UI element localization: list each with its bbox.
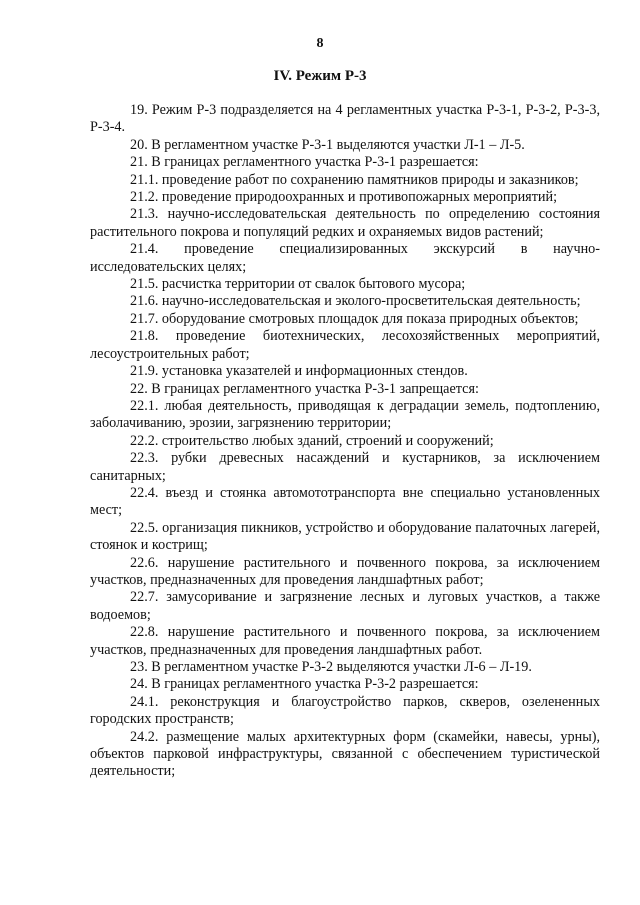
paragraph: 24.1. реконструкция и благоустройство парков, скверов, озелененных городских пространств; bbox=[90, 693, 600, 728]
paragraph: 21.2. проведение природоохранных и противопожарных мероприятий; bbox=[130, 189, 558, 206]
paragraph: 24. В границах регламентного участка Р-3-2 разрешается: bbox=[130, 676, 479, 693]
paragraph: 21.6. научно-исследовательская и эколого-просветительская деятельность; bbox=[130, 293, 581, 310]
paragraph: 22. В границах регламентного участка Р-3-1 запрещается: bbox=[130, 380, 479, 397]
paragraph: 22.2. строительство любых зданий, строений и сооружений; bbox=[130, 432, 494, 449]
paragraph: 23. В регламентном участке Р-3-2 выделяются участки Л-6 – Л-19. bbox=[130, 659, 532, 675]
paragraph: 22.8. нарушение растительного и почвенного покрова, за исключением участков, предназначенных для проведения ландшафтных работ. bbox=[90, 624, 600, 658]
paragraph: 21.8. проведение биотехнических, лесохозяйственных мероприятий, лесоустроительных работ; bbox=[90, 328, 600, 362]
document-body bbox=[90, 102, 600, 781]
paragraph: 19. Режим Р-3 подразделяется на 4 регламентных участка Р-3-1, Р-3-2, Р-3-3, Р-3-4. bbox=[90, 102, 600, 136]
paragraph: 21.3. научно-исследовательская деятельность по определению состояния растительного покрова и популяций редких и охраняемых видов растений; bbox=[90, 206, 600, 240]
page-number: 8 bbox=[316, 36, 324, 51]
paragraph: 21.4. проведение специализированных экскурсий в научно-исследовательских целях; bbox=[90, 241, 600, 275]
paragraph: 21.9. установка указателей и информационных стендов. bbox=[130, 363, 468, 380]
paragraph: 21.1. проведение работ по сохранению памятников природы и заказников; bbox=[130, 171, 579, 188]
paragraph: 21.7. оборудование смотровых площадок для показа природных объектов; bbox=[130, 310, 579, 327]
paragraph: 20. В регламентном участке Р-3-1 выделяются участки Л-1 – Л-5. bbox=[130, 136, 525, 153]
paragraph: 21.5. расчистка территории от свалок бытового мусора; bbox=[130, 276, 466, 293]
paragraph: 22.7. замусоривание и загрязнение лесных и луговых участков, а также водоемов; bbox=[90, 589, 600, 623]
paragraph: 22.6. нарушение растительного и почвенного покрова, за исключением участков, предназначенных для проведения ландшафтных работ; bbox=[90, 554, 600, 588]
paragraph: 24.2. размещение малых архитектурных форм (скамейки, навесы, урны), объектов парковой инфраструктуры, связанной с обеспечением туристической деятельности; bbox=[90, 728, 600, 780]
section-title: IV. Режим Р-3 bbox=[273, 68, 367, 84]
paragraph: 22.4. въезд и стоянка автомототранспорта вне специально установленных мест; bbox=[90, 484, 600, 519]
paragraph: 22.1. любая деятельность, приводящая к деградации земель, подтоплению, заболачиванию, эрозии, загрязнению территории; bbox=[90, 397, 600, 432]
paragraph: 22.3. рубки древесных насаждений и кустарников, за исключением санитарных; bbox=[90, 450, 600, 484]
paragraph: 22.5. организация пикников, устройство и оборудование палаточных лагерей, стоянок и кострищ; bbox=[90, 519, 600, 554]
paragraph: 21. В границах регламентного участка Р-3-1 разрешается: bbox=[130, 154, 479, 171]
